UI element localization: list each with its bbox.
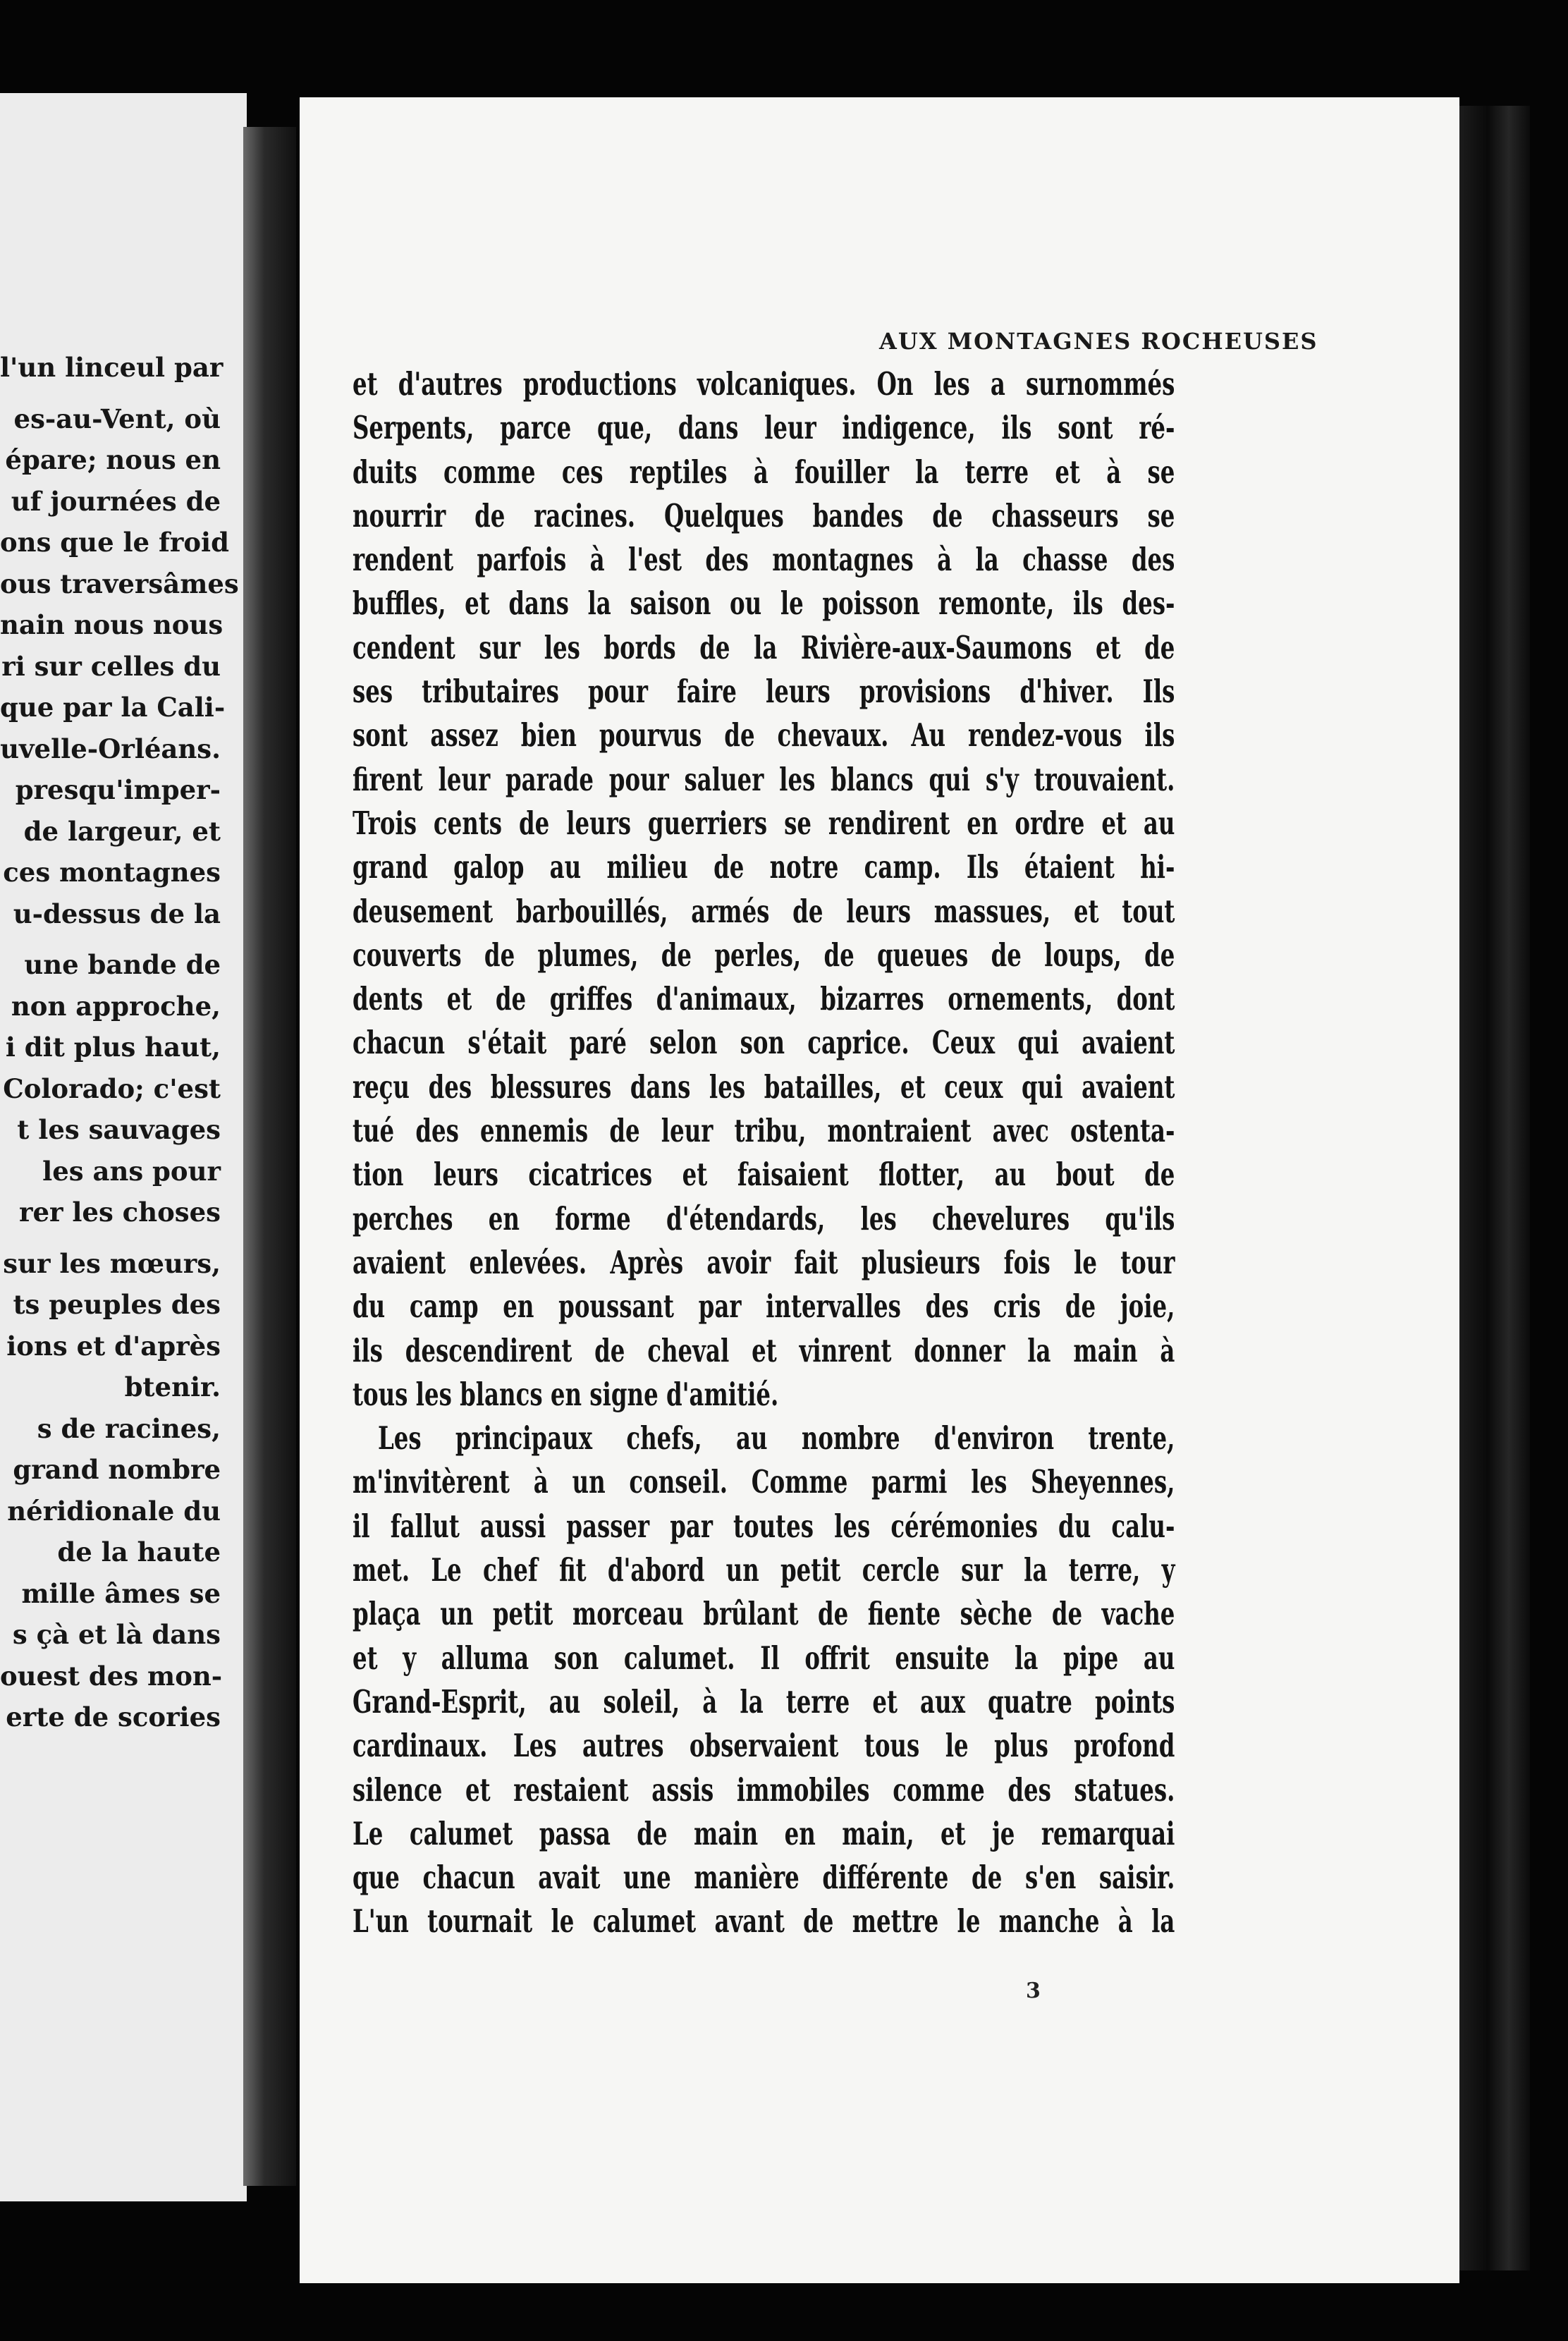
book-gutter xyxy=(243,127,296,2186)
left-line: les ans pour xyxy=(42,1155,221,1187)
left-page-text xyxy=(0,347,239,1738)
text-line: chacun s'était paré selon son caprice. Ceux qui avaient xyxy=(353,1024,1175,1062)
left-page xyxy=(0,93,247,2201)
text-line: Les principaux chefs, au nombre d'environ trente, xyxy=(378,1419,1175,1457)
text-line: plaça un petit morceau brûlant de fiente sèche de vache xyxy=(353,1595,1175,1633)
book-edge xyxy=(1459,106,1530,2270)
left-line: s çà et là dans xyxy=(12,1619,221,1650)
text-line: et y alluma son calumet. Il offrit ensuite la pipe au xyxy=(353,1639,1175,1677)
left-line: ons que le froid xyxy=(0,527,229,558)
left-line: uvelle-Orléans. xyxy=(0,733,221,764)
text-line: grand galop au milieu de notre camp. Ils étaient hi- xyxy=(353,848,1175,886)
left-line: presqu'imper- xyxy=(15,774,221,805)
left-line: ri sur celles du xyxy=(1,650,221,682)
left-line: l'un linceul par xyxy=(0,352,223,383)
running-head xyxy=(575,322,1519,356)
left-line: grand nombre xyxy=(13,1454,221,1485)
text-line: ses tributaires pour faire leurs provisions d'hiver. Ils xyxy=(353,673,1175,711)
text-line: Grand-Esprit, au soleil, à la terre et aux quatre points xyxy=(353,1682,1175,1720)
left-line: i dit plus haut, xyxy=(5,1032,221,1063)
text-line: met. Le chef fit d'abord un petit cercle sur la terre, y xyxy=(353,1551,1175,1589)
left-line: sur les mœurs, xyxy=(3,1247,221,1279)
left-line: erte de scories xyxy=(6,1701,221,1732)
left-line: u-dessus de la xyxy=(13,898,221,929)
left-line: nain nous nous xyxy=(0,609,223,640)
text-line: couverts de plumes, de perles, de queues de loups, de xyxy=(353,936,1175,974)
left-line: non approche, xyxy=(11,990,221,1022)
left-line: Colorado; c'est xyxy=(3,1072,221,1104)
running-head-title: AUX MONTAGNES ROCHEUSES xyxy=(879,328,1318,355)
left-line: es-au-Vent, où xyxy=(13,403,221,434)
text-line: Trois cents de leurs guerriers se rendirent en ordre et au xyxy=(353,804,1175,842)
left-line: t les sauvages xyxy=(17,1114,221,1145)
text-line: nourrir de racines. Quelques bandes de chasseurs se xyxy=(353,496,1175,534)
text-line: et d'autres productions volcaniques. On les a surnommés xyxy=(353,365,1175,403)
text-line: perches en forme d'étendards, les chevelures qu'ils xyxy=(353,1199,1175,1237)
text-line: Serpents, parce que, dans leur indigence, ils sont ré- xyxy=(353,409,1175,447)
left-line: ouest des mon- xyxy=(0,1660,223,1692)
text-line: buffles, et dans la saison ou le poisson remonte, ils des- xyxy=(353,585,1175,623)
left-line: ous traversâmes xyxy=(0,568,239,599)
text-line: tion leurs cicatrices et faisaient flotter, au bout de xyxy=(353,1156,1175,1194)
left-line: ts peuples des xyxy=(13,1289,221,1320)
left-line: une bande de xyxy=(24,949,221,980)
text-line: firent leur parade pour saluer les blancs qui s'y trouvaient. xyxy=(353,760,1175,798)
text-line: Le calumet passa de main en main, et je remarquai xyxy=(353,1814,1175,1852)
text-line: m'invitèrent à un conseil. Comme parmi les Sheyennes, xyxy=(353,1463,1175,1501)
left-line: de la haute xyxy=(57,1536,221,1567)
text-line: cardinaux. Les autres observaient tous le plus profond xyxy=(353,1727,1175,1765)
left-line: que par la Cali- xyxy=(0,692,226,723)
text-line: tué des ennemis de leur tribu, montraient avec ostenta- xyxy=(353,1112,1175,1150)
text-line: que chacun avait une manière différente de s'en saisir. xyxy=(353,1859,1175,1897)
text-line: deusement barbouillés, armés de leurs massues, et tout xyxy=(353,892,1175,930)
left-line: btenir. xyxy=(124,1371,221,1402)
text-line: avaient enlevées. Après avoir fait plusieurs fois le tour xyxy=(353,1243,1175,1281)
text-line: tous les blancs en signe d'amitié. xyxy=(353,1375,779,1413)
text-line: sont assez bien pourvus de chevaux. Au rendez-vous ils xyxy=(353,716,1175,754)
text-line: il fallut aussi passer par toutes les cérémonies du calu- xyxy=(353,1507,1175,1545)
left-line: ces montagnes xyxy=(3,857,221,888)
signature-mark: 3 xyxy=(1026,1979,1041,2003)
left-line: épare; nous en xyxy=(5,444,221,475)
text-line: dents et de griffes d'animaux, bizarres ornements, dont xyxy=(353,980,1175,1018)
left-line: néridionale du xyxy=(7,1495,221,1527)
text-line: L'un tournait le calumet avant de mettre le manche à la xyxy=(353,1902,1175,1940)
text-line: reçu des blessures dans les batailles, et ceux qui avaient xyxy=(353,1068,1175,1106)
text-line: ils descendirent de cheval et vinrent donner la main à xyxy=(353,1331,1175,1369)
left-line: uf journées de xyxy=(11,485,221,517)
left-line: s de racines, xyxy=(37,1412,221,1444)
text-line: du camp en poussant par intervalles des cris de joie, xyxy=(353,1288,1175,1326)
left-line: rer les choses xyxy=(18,1197,221,1228)
text-line: rendent parfois à l'est des montagnes à la chasse des xyxy=(353,541,1175,579)
left-line: de largeur, et xyxy=(23,815,221,847)
right-page xyxy=(300,97,1459,2283)
text-line: silence et restaient assis immobiles comme des statues. xyxy=(353,1771,1175,1809)
left-line: ions et d'après xyxy=(6,1330,221,1362)
body-text xyxy=(353,362,1175,1944)
text-line: duits comme ces reptiles à fouiller la terre et à se xyxy=(353,453,1175,491)
left-line: mille âmes se xyxy=(21,1577,221,1609)
text-line: cendent sur les bords de la Rivière-aux-Saumons et de xyxy=(353,628,1175,666)
